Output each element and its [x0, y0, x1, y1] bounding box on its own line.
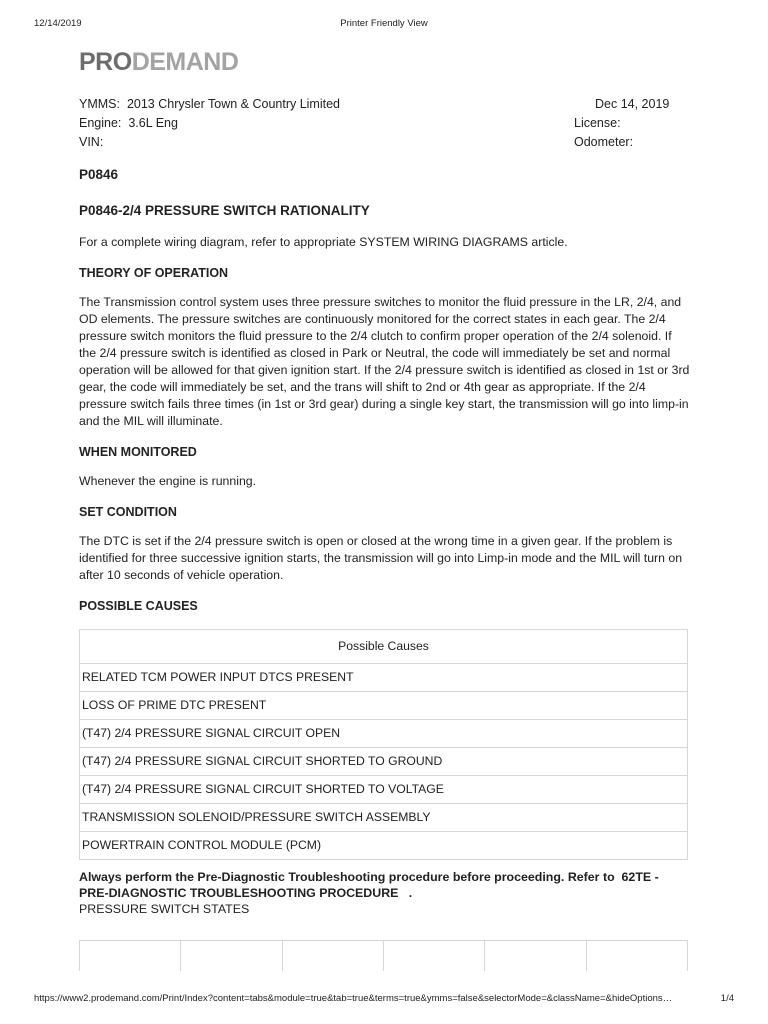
pre-diagnostic-link[interactable]: 62TE - PRE-DIAGNOSTIC TROUBLESHOOTING PROCEDURE [79, 870, 659, 900]
logo-part-demand: DEMAND [131, 48, 239, 76]
note-text: Always perform the Pre-Diagnostic Troubleshooting procedure before proceeding. Refer to [79, 870, 615, 884]
page-url: https://www2.prodemand.com/Print/Index?content=tabs&module=true&tab=true&terms=true&ymms=false&selectorMode=&className=&hideOptions… [34, 993, 673, 1004]
pressure-switch-states-table [79, 940, 688, 971]
section-text-when-monitored: Whenever the engine is running. [79, 474, 257, 488]
section-heading-theory: THEORY OF OPERATION [79, 266, 229, 280]
cause-cell: TRANSMISSION SOLENOID/PRESSURE SWITCH ASSEMBLY [80, 804, 688, 832]
section-text-theory: The Transmission control system uses three pressure switches to monitor the fluid pressure in the LR, 2/4, and OD elements. The pressure switches are continuously monitored for the correct states in each gear. The 2/4 pressure switch monitors the fluid pressure to the 2/4 clutch to confirm proper operation of the 2/4 solenoid. If the 2/4 pressure switch is identified as closed in Park or Neutral, the code will immediately be set and normal operation will be allowed for that given ignition start. If the 2/4 pressure switch is identified as closed in 1st or 3rd gear, the code will immediately be set, and the trans will shift to 2nd or 4th gear as appropriate. If the 2/4 pressure switch fails three times (in 1st or 3rd gear) during a single key start, the transmission will go into limp-in and the MIL will illuminate. [79, 295, 690, 428]
states-table-cell [180, 941, 281, 971]
pressure-switch-states-label: PRESSURE SWITCH STATES [79, 902, 250, 916]
print-title: Printer Friendly View [340, 18, 428, 29]
document-content [79, 166, 690, 971]
logo-part-pro: PRO [79, 48, 132, 76]
table-row [80, 692, 688, 720]
cause-cell: (T47) 2/4 PRESSURE SIGNAL CIRCUIT SHORTED TO VOLTAGE [80, 776, 688, 804]
table-header: Possible Causes [80, 630, 688, 664]
table-row [80, 804, 688, 832]
print-footer [34, 990, 734, 1014]
section-heading-when-monitored: WHEN MONITORED [79, 445, 197, 459]
note-end: . [408, 886, 413, 900]
license-label: License: [574, 116, 621, 130]
states-table-cell [484, 941, 585, 971]
table-row [80, 748, 688, 776]
intro-text: For a complete wiring diagram, refer to appropriate SYSTEM WIRING DIAGRAMS article. [79, 235, 568, 249]
dtc-code: P0846 [79, 167, 119, 182]
table-row [80, 776, 688, 804]
section-text-set-condition: The DTC is set if the 2/4 pressure switch is open or closed at the wrong time in a given gear. If the problem is identified for three successive ignition starts, the transmission will go into Limp-in mode and the MIL will turn on after 10 seconds of vehicle operation. [79, 534, 683, 582]
vin-row [79, 133, 674, 152]
vehicle-info [79, 95, 674, 152]
section-heading-possible-causes: POSSIBLE CAUSES [79, 599, 198, 613]
section-heading-set-condition: SET CONDITION [79, 505, 177, 519]
print-date: 12/14/2019 [34, 18, 82, 29]
engine-label: Engine: [79, 116, 122, 130]
vin-label: VIN: [79, 135, 104, 149]
ymms-value: 2013 Chrysler Town & Country Limited [126, 97, 340, 111]
table-row [80, 720, 688, 748]
cause-cell: (T47) 2/4 PRESSURE SIGNAL CIRCUIT OPEN [80, 720, 688, 748]
possible-causes-table [79, 629, 688, 860]
engine-value: 3.6L Eng [128, 116, 178, 130]
engine-row [79, 114, 674, 133]
table-row [80, 664, 688, 692]
cause-cell: (T47) 2/4 PRESSURE SIGNAL CIRCUIT SHORTED TO GROUND [80, 748, 688, 776]
states-table-cell [586, 941, 688, 971]
print-header [34, 18, 734, 32]
table-header-row [80, 630, 688, 664]
cause-cell: LOSS OF PRIME DTC PRESENT [80, 692, 688, 720]
pre-diagnostic-note [79, 869, 690, 901]
cause-cell: RELATED TCM POWER INPUT DTCS PRESENT [80, 664, 688, 692]
ymms-row [79, 95, 674, 114]
states-table-cell [79, 941, 180, 971]
states-table-cell [383, 941, 484, 971]
table-row [80, 832, 688, 860]
report-date: Dec 14, 2019 [595, 97, 670, 111]
odometer-label: Odometer: [574, 135, 634, 149]
cause-cell: POWERTRAIN CONTROL MODULE (PCM) [80, 832, 688, 860]
states-table-cell [282, 941, 383, 971]
dtc-title: P0846-2/4 PRESSURE SWITCH RATIONALITY [79, 203, 370, 218]
prodemand-logo [79, 48, 238, 76]
ymms-label: YMMS: [79, 97, 120, 111]
page-number: 1/4 [720, 993, 734, 1004]
